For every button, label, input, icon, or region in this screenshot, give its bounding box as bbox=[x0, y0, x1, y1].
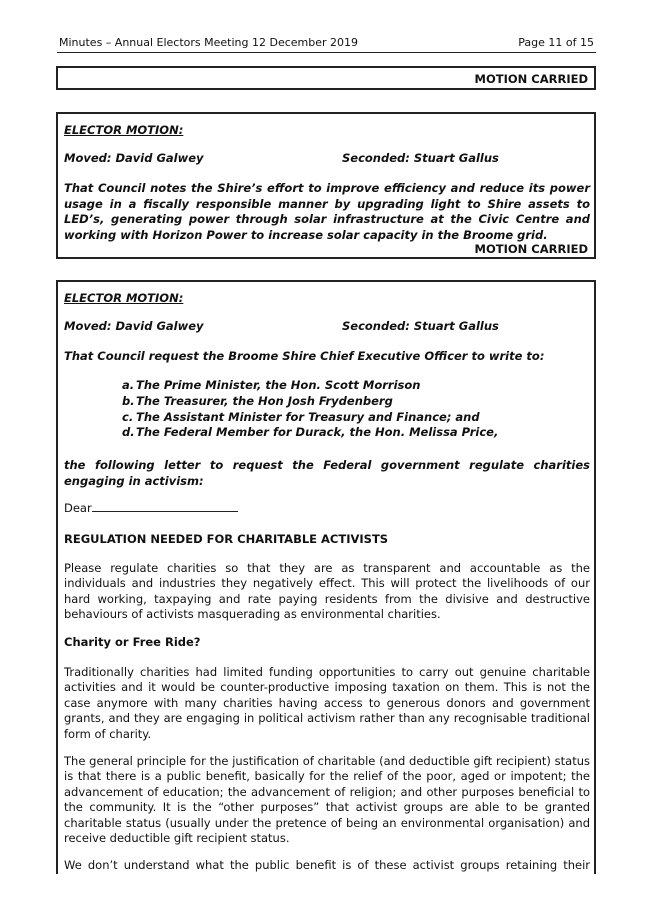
salutation-blank-line bbox=[92, 500, 238, 512]
page-header bbox=[57, 36, 596, 53]
letter-paragraph-4: We don’t understand what the public benefit is of these activist groups retaining their bbox=[64, 858, 590, 872]
list-item: a. The Prime Minister, the Hon. Scott Morrison bbox=[122, 378, 421, 392]
seconded-by: Seconded: Stuart Gallus bbox=[342, 151, 499, 165]
elector-motion-title: ELECTOR MOTION: bbox=[64, 123, 184, 137]
list-item: c. The Assistant Minister for Treasury and Finance; and bbox=[122, 409, 480, 424]
motion-carried-label: MOTION CARRIED bbox=[474, 72, 588, 86]
motion-text: That Council notes the Shire’s effort to improve efficiency and reduce its power usage in a fiscally responsible manner by upgrading light to Shire assets to LED’s, generating power through solar infrastructure at the Civic Centre and working with Horizon Power to increase solar capacity in the Broome grid. bbox=[64, 181, 590, 242]
letter-paragraph-3: The general principle for the justification of charitable (and deductible gift recipient) status is that there is a public benefit, basically for the relief of the poor, aged or impotent; the advancement of education; the advancement of religion; and other purposes beneficial to the community. It is the “other purposes” that activist groups are able to be granted charitable status (usually under the pretence of being an environmental organisation) and receive deductible gift recipient status. bbox=[64, 754, 590, 846]
letter-heading: REGULATION NEEDED FOR CHARITABLE ACTIVISTS bbox=[64, 532, 389, 546]
header-title: Minutes – Annual Electors Meeting 12 December 2019 bbox=[59, 36, 359, 49]
elector-motion-box-2 bbox=[56, 280, 596, 874]
list-item: b.The Treasurer, the Hon Josh Frydenberg bbox=[122, 393, 393, 408]
recipient-list bbox=[122, 378, 498, 441]
motion-carried-label: MOTION CARRIED bbox=[474, 242, 588, 256]
elector-motion-title: ELECTOR MOTION: bbox=[64, 291, 184, 305]
motion-result-box-1 bbox=[56, 66, 596, 90]
page-number: Page 11 of 15 bbox=[518, 36, 594, 49]
letter-intro: the following letter to request the Federal government regulate charities engaging in activism: bbox=[64, 458, 590, 488]
salutation: Dear bbox=[64, 500, 238, 517]
moved-by: Moved: David Galwey bbox=[64, 319, 204, 333]
letter-paragraph-1: Please regulate charities so that they are as transparent and accountable as the individuals and industries they negatively effect. This will protect the livelihoods of our hard working, taxpaying and rate paying residents from the divisive and destructive behaviours of activists masquerading as environmental charities. bbox=[64, 561, 590, 622]
motion-intro: That Council request the Broome Shire Chief Executive Officer to write to: bbox=[64, 349, 545, 363]
elector-motion-box-1 bbox=[56, 112, 596, 259]
moved-by: Moved: David Galwey bbox=[64, 151, 204, 165]
letter-subheading: Charity or Free Ride? bbox=[64, 635, 201, 649]
seconded-by: Seconded: Stuart Gallus bbox=[342, 319, 499, 333]
letter-paragraph-2: Traditionally charities had limited funding opportunities to carry out genuine charitable activities and it would be counter-productive imposing taxation on them. This is not the case anymore with many charities having access to generous donors and government grants, and they are engaging in political activism rather than any recognisable traditional form of charity. bbox=[64, 665, 590, 741]
list-item: d.The Federal Member for Durack, the Hon. Melissa Price, bbox=[122, 425, 499, 440]
